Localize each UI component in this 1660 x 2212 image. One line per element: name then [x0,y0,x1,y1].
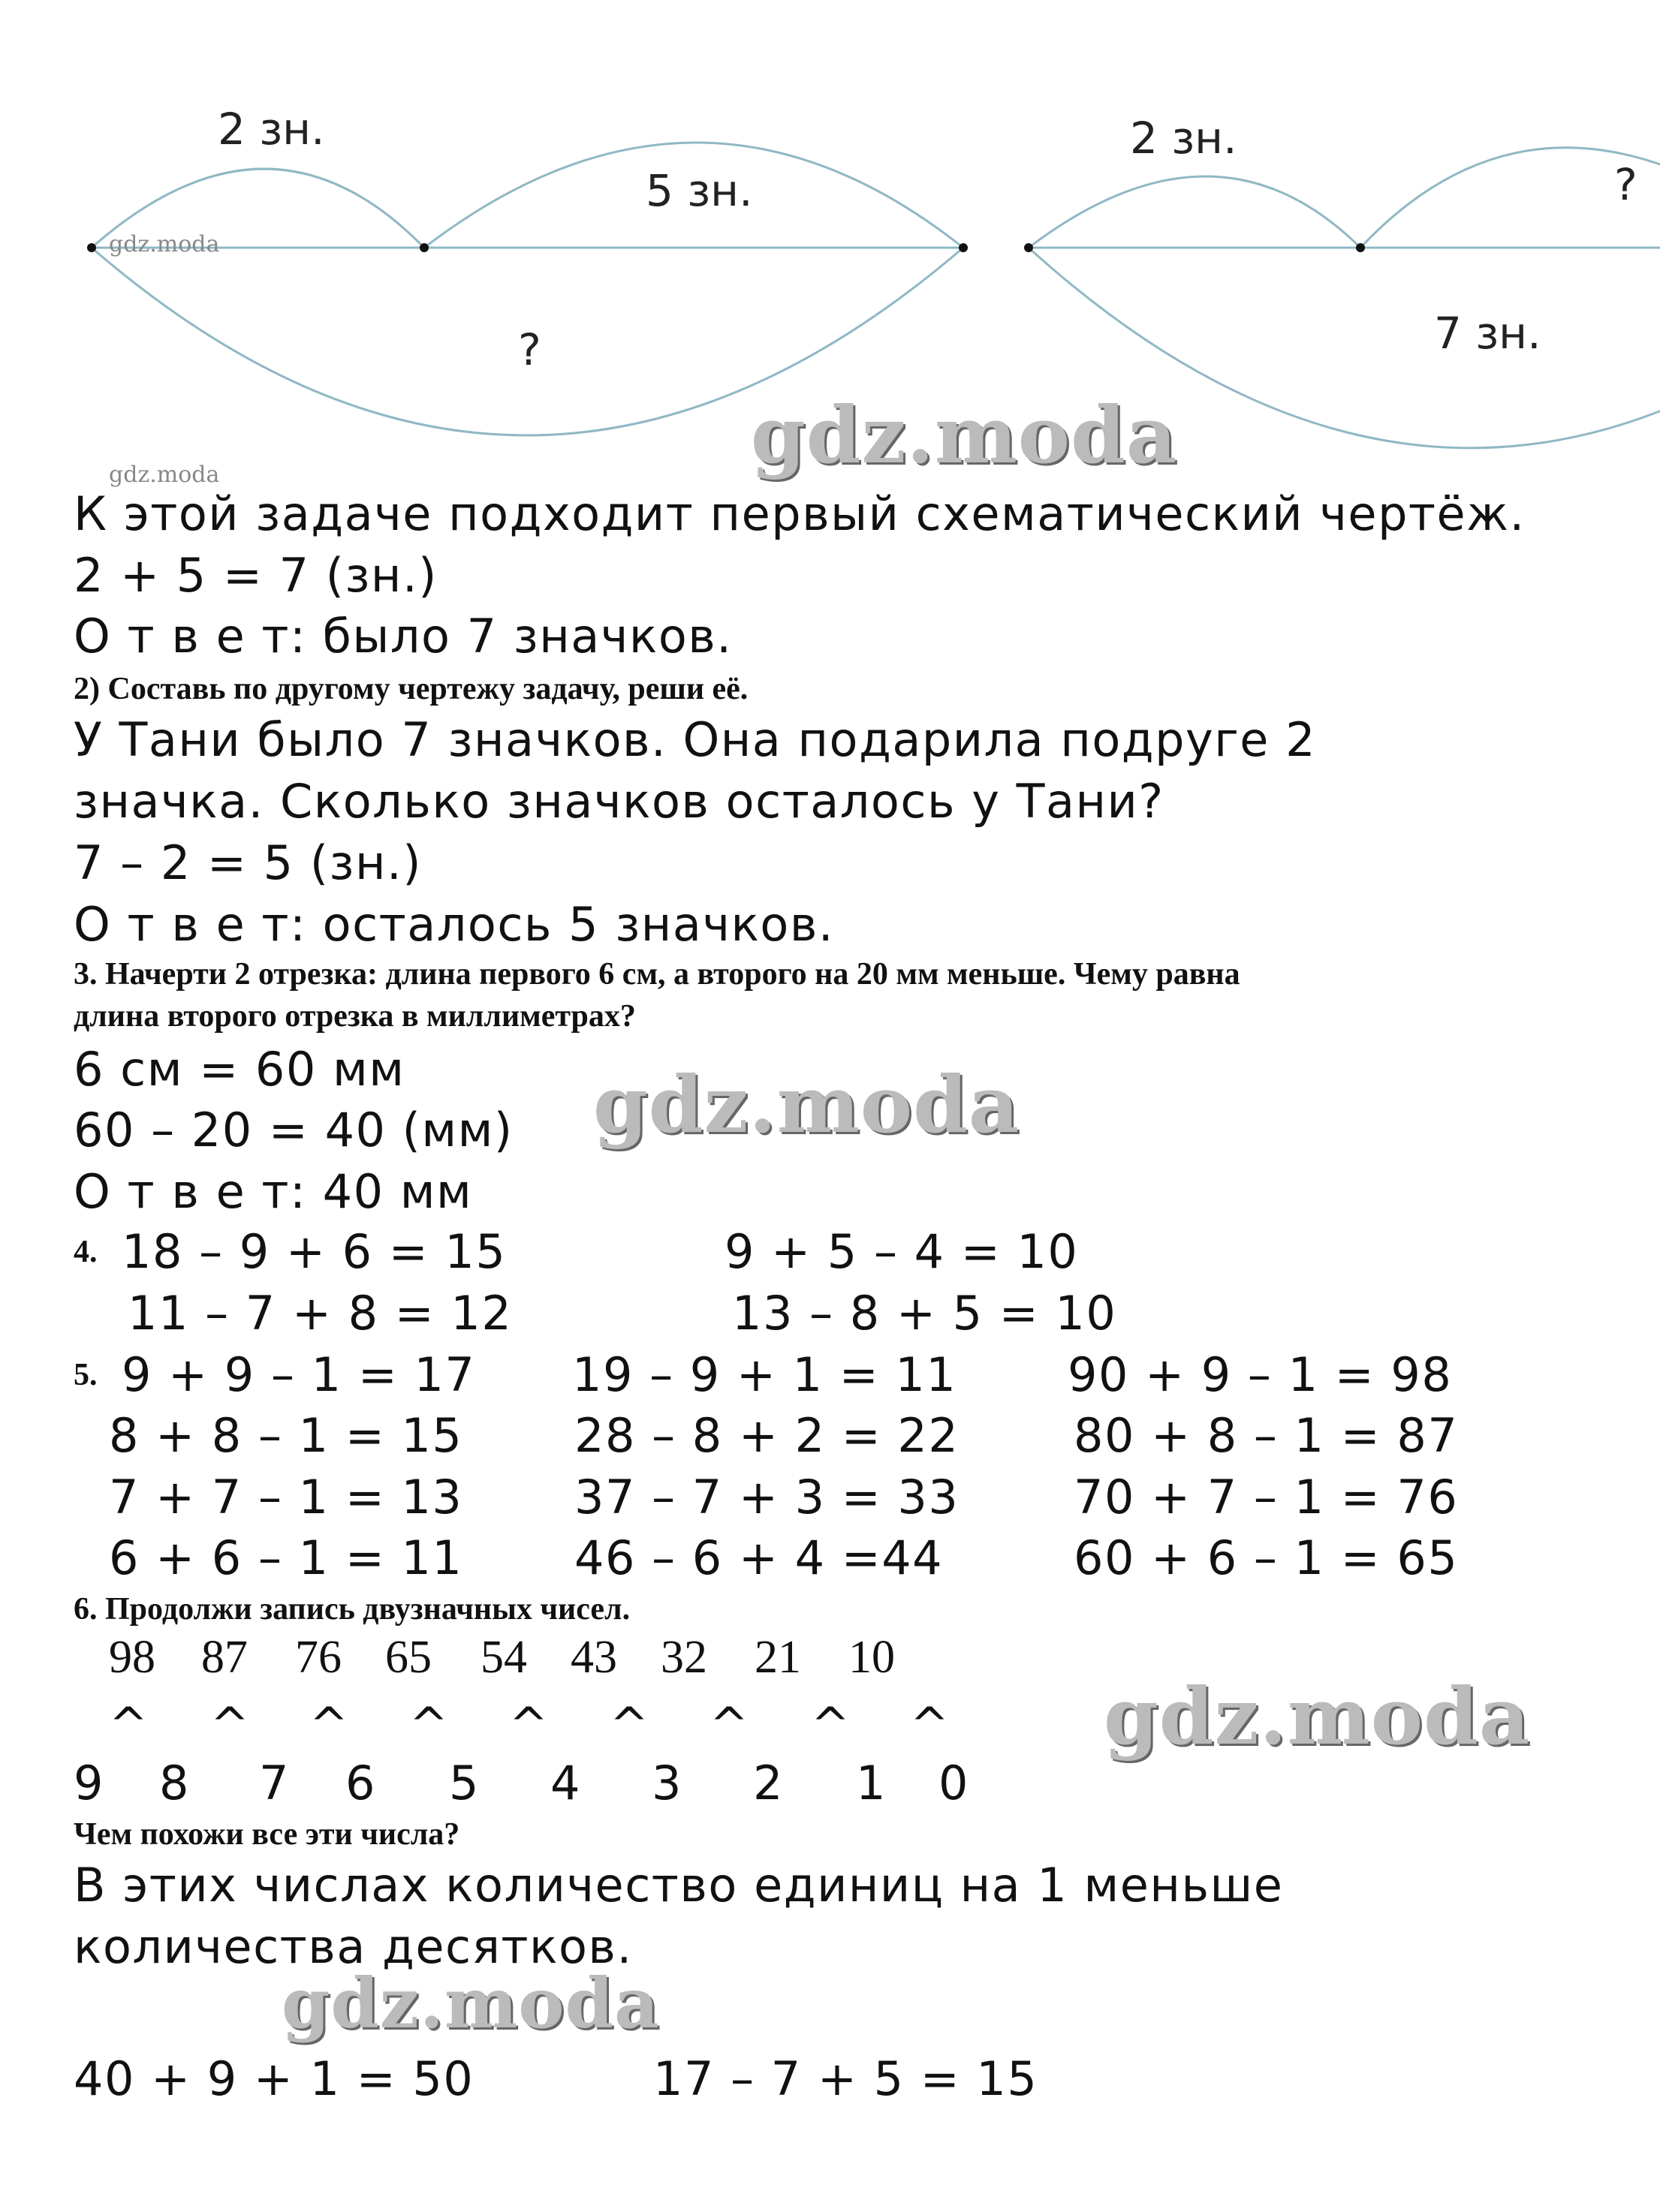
task-5-expr: 37 – 7 + 3 = 33 [574,1470,960,1524]
sequence-number: 21 [755,1632,801,1683]
comparison-sign: ^ [109,1697,149,1752]
task-4-expr-2: 9 + 5 – 4 = 10 [725,1224,1079,1279]
task-4-expr-1: 18 – 9 + 6 = 15 [122,1224,507,1279]
sequence-digit: 1 [856,1756,887,1810]
task-5-expr: 90 + 9 – 1 = 98 [1068,1347,1453,1402]
sequence-digit: 6 [345,1756,376,1810]
answer-line-2: О т в е т: было 7 значков. [74,609,733,664]
task-5-expr: 28 – 8 + 2 = 22 [574,1408,960,1463]
sequence-number: 65 [385,1632,432,1683]
diagram-1-label-total: ? [518,324,541,375]
sequence-number: 10 [848,1632,895,1683]
task-4-expr-4: 13 – 8 + 5 = 10 [732,1286,1117,1341]
task-4-expr-3: 11 – 7 + 8 = 12 [128,1286,513,1341]
task-3-line-2: 60 – 20 = 40 (мм) [74,1103,514,1157]
diagram-2-arc-2 [1029,176,1360,248]
final-expr-2: 17 – 7 + 5 = 15 [653,2051,1038,2106]
explanation-line-2: количества десятков. [74,1919,633,1974]
watermark-3: gdz.moda [1104,1670,1531,1762]
task-5-expr: 8 + 8 – 1 = 15 [109,1408,463,1463]
diagram-2-point-b [1356,243,1365,252]
comparison-sign: ^ [610,1697,650,1752]
sequence-number: 76 [295,1632,342,1683]
sequence-digit: 8 [159,1756,190,1810]
sequence-digit: 5 [449,1756,480,1810]
comparison-sign: ^ [409,1697,450,1752]
sequence-number: 98 [109,1632,155,1683]
sequence-digit: 4 [550,1756,581,1810]
diagram-1-point-c [959,243,968,252]
task-3-line-1: 6 см = 60 мм [74,1042,405,1097]
watermark-small-2: gdz.moda [109,462,220,488]
task-5-expr: 60 + 6 – 1 = 65 [1074,1530,1459,1585]
sequence-digit: 2 [753,1756,784,1810]
question-heading: Чем похожи все эти числа? [74,1817,460,1852]
sequence-digit: 0 [938,1756,969,1810]
task-2-line-1: У Тани было 7 значков. Она подарила подруге 2 [74,712,1317,767]
comparison-sign: ^ [910,1697,951,1752]
comparison-sign: ^ [210,1697,251,1752]
comparison-sign: ^ [509,1697,550,1752]
diagram-1-point-b [420,243,429,252]
task-3-answer: О т в е т: 40 мм [74,1164,473,1219]
task-2-solution: 7 – 2 = 5 (зн.) [74,835,422,890]
diagram-1-point-a [87,243,96,252]
diagram-2-label-7: 7 зн. [1434,308,1541,359]
diagram-2-label-2: 2 зн. [1130,113,1237,164]
solution-line-1: 2 + 5 = 7 (зн.) [74,548,438,603]
sequence-digit: 3 [652,1756,682,1810]
task-5-expr: 9 + 9 – 1 = 17 [122,1347,476,1402]
sequence-number: 54 [481,1632,527,1683]
diagram-2-point-a [1024,243,1033,252]
sequence-digit: 7 [259,1756,290,1810]
diagram-1-label-2: 2 зн. [218,104,325,155]
task-5-expr: 7 + 7 – 1 = 13 [109,1470,463,1524]
watermark-small-1: gdz.moda [109,231,220,257]
final-expr-1: 40 + 9 + 1 = 50 [74,2051,475,2106]
task-3-heading-2: длина второго отрезка в миллиметрах? [74,999,636,1034]
comparison-sign: ^ [709,1697,750,1752]
watermark-2: gdz.moda [593,1058,1020,1151]
task-5-expr: 80 + 8 – 1 = 87 [1074,1408,1459,1463]
task-2-answer: О т в е т: осталось 5 значков. [74,897,835,952]
task-5-expr: 19 – 9 + 1 = 11 [572,1347,957,1402]
sequence-number: 32 [661,1632,707,1683]
sequence-digit: 9 [74,1756,104,1810]
task-5-expr: 6 + 6 – 1 = 11 [109,1530,463,1585]
task-5-number: 5. [74,1358,98,1392]
task-2-line-2: значка. Сколько значков осталось у Тани? [74,774,1164,829]
diagram-2-label-unknown: ? [1614,159,1637,210]
sequence-number: 87 [201,1632,248,1683]
comparison-sign: ^ [811,1697,851,1752]
sequence-number: 43 [571,1632,617,1683]
explanation-line-1: В этих числах количество единиц на 1 меньше [74,1858,1284,1913]
task-5-expr: 46 – 6 + 4 =44 [574,1530,944,1585]
task-5-expr: 70 + 7 – 1 = 76 [1074,1470,1459,1524]
task-2-heading: 2) Составь по другому чертежу задачу, реши её. [74,672,749,706]
task-3-heading-1: 3. Начерти 2 отрезка: длина первого 6 см, а второго на 20 мм меньше. Чему равна [74,957,1240,992]
task-4-number: 4. [74,1235,98,1269]
answer-line-1: К этой задаче подходит первый схематический чертёж. [74,486,1526,541]
watermark-4: gdz.moda [282,1963,660,2044]
diagram-1-label-5: 5 зн. [646,165,753,216]
comparison-sign: ^ [309,1697,350,1752]
watermark-1: gdz.moda [751,389,1178,481]
task-6-heading: 6. Продолжи запись двузначных чисел. [74,1592,631,1627]
